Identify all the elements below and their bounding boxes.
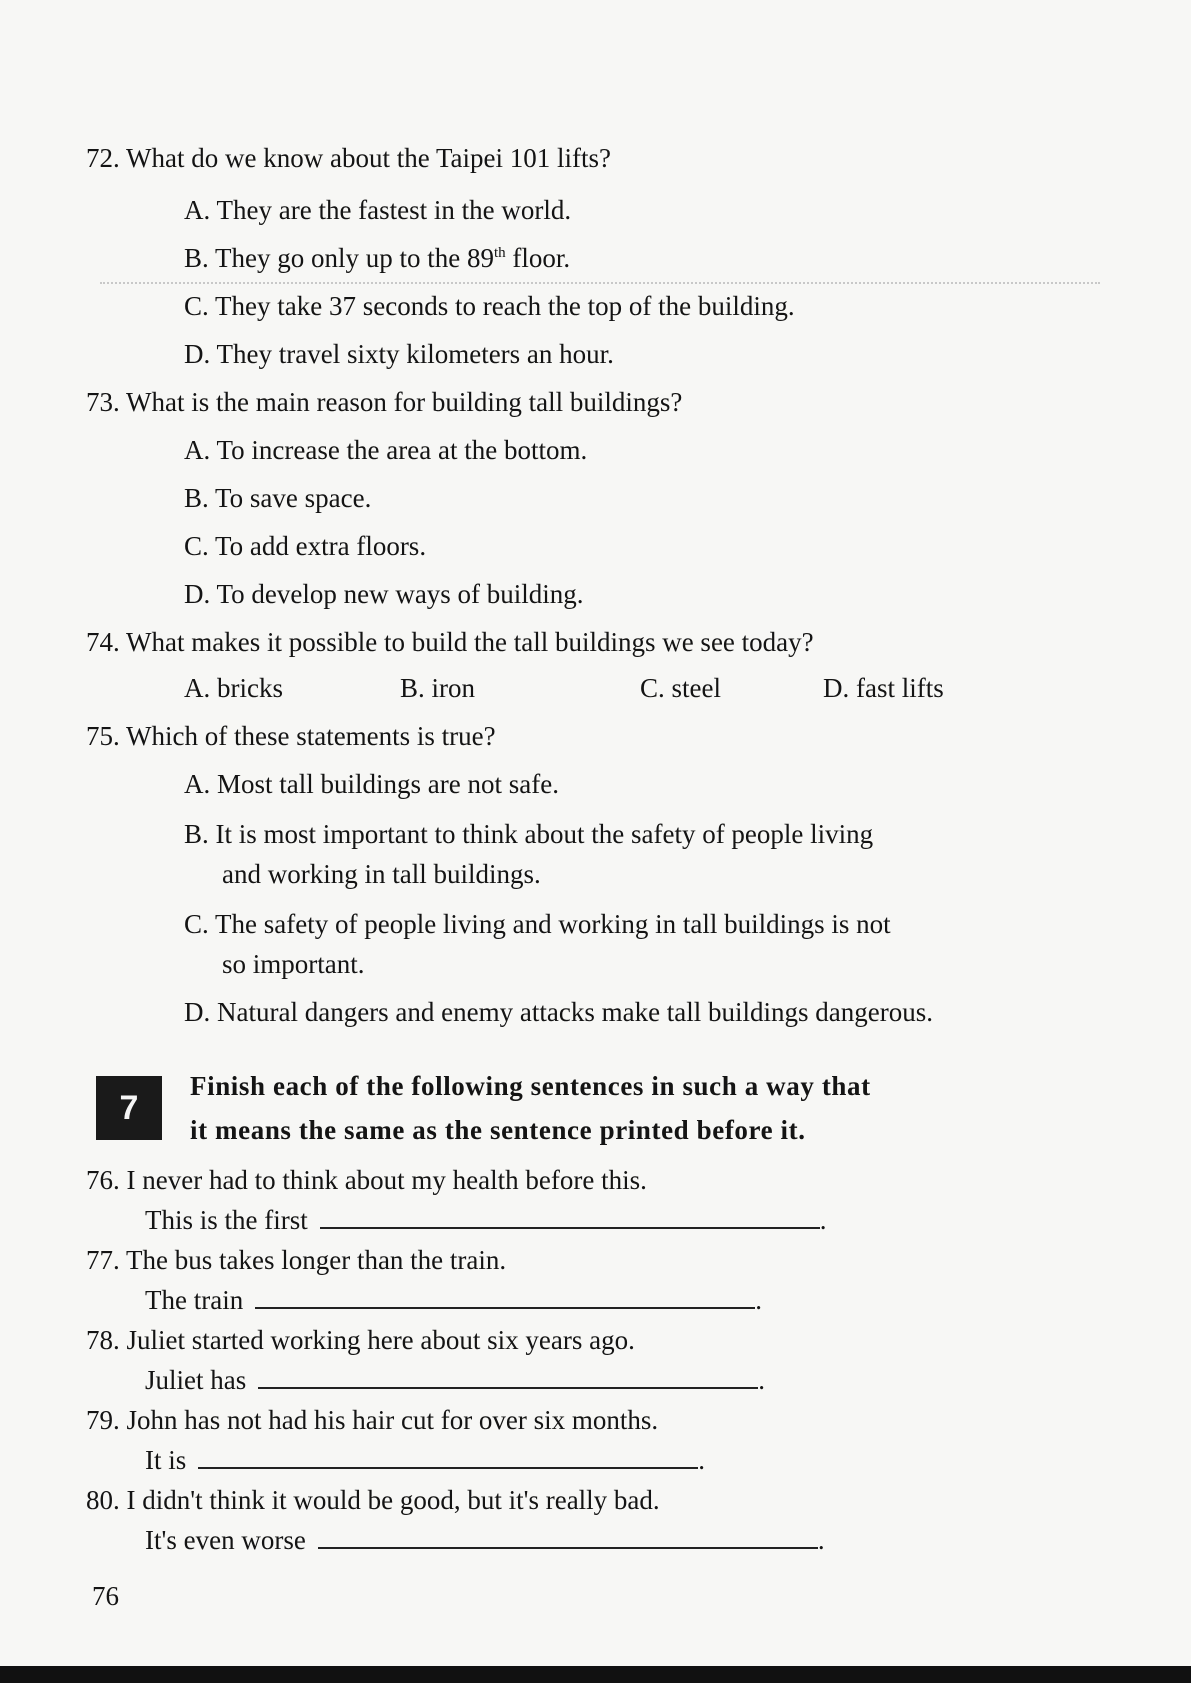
option-b-text-end: floor. [505,243,571,273]
question-75-option-b: B. It is most important to think about the safety of people living [184,819,874,849]
blank-period: . [817,1525,825,1555]
question-73-option-b: B. To save space. [184,483,372,513]
question-75-option-d: D. Natural dangers and enemy attacks make tall buildings dangerous. [184,997,934,1027]
dotted-divider [100,282,1100,284]
question-74-option-c: C. steel [640,673,721,703]
scan-edge [0,1666,1191,1683]
question-79-prompt [145,1444,705,1476]
prompt-text: Juliet has [145,1365,247,1395]
answer-blank-77[interactable] [255,1285,755,1309]
question-76-sentence: 76. I never had to think about my health before this. [86,1165,647,1195]
question-75-option-c-cont: so important. [222,949,365,979]
question-78-sentence: 78. Juliet started working here about six years ago. [86,1325,635,1355]
question-75-option-a: A. Most tall buildings are not safe. [184,769,559,799]
question-77-prompt [145,1284,762,1316]
blank-period: . [819,1205,827,1235]
question-80-sentence: 80. I didn't think it would be good, but it's really bad. [86,1485,660,1515]
question-75-option-b-cont: and working in tall buildings. [222,859,541,889]
question-72-option-c: C. They take 37 seconds to reach the top of the building. [184,291,795,321]
option-b-text: B. They go only up to the 89 [184,243,494,273]
answer-blank-79[interactable] [198,1445,698,1469]
answer-blank-76[interactable] [320,1205,820,1229]
question-73-option-c: C. To add extra floors. [184,531,427,561]
question-73-option-d: D. To develop new ways of building. [184,579,584,609]
section-instruction-line-2: it means the same as the sentence printed before it. [190,1115,806,1145]
question-72-option-b [184,242,570,274]
section-instruction-line-1: Finish each of the following sentences in such a way that [190,1071,871,1101]
page-number: 76 [92,1581,119,1611]
prompt-text: It's even worse [145,1525,306,1555]
question-74-option-a: A. bricks [184,673,283,703]
question-72-option-d: D. They travel sixty kilometers an hour. [184,339,614,369]
answer-blank-80[interactable] [318,1525,818,1549]
question-73-option-a: A. To increase the area at the bottom. [184,435,588,465]
section-number-badge: 7 [96,1076,162,1140]
prompt-text: It is [145,1445,187,1475]
question-78-prompt [145,1364,765,1396]
blank-period: . [755,1285,762,1315]
question-77-sentence: 77. The bus takes longer than the train. [86,1245,507,1275]
question-74-option-b: B. iron [400,673,476,703]
question-79-sentence: 79. John has not had his hair cut for over six months. [86,1405,659,1435]
question-75-option-c: C. The safety of people living and working in tall buildings is not [184,909,891,939]
ordinal-suffix: th [494,245,506,261]
question-75-stem: 75. Which of these statements is true? [86,721,496,751]
prompt-text: This is the first [145,1205,308,1235]
question-80-prompt [145,1524,825,1556]
prompt-text: The train [145,1285,244,1315]
question-76-prompt [145,1204,827,1236]
blank-period: . [698,1445,706,1475]
question-74-stem: 74. What makes it possible to build the tall buildings we see today? [86,627,814,657]
blank-period: . [758,1365,765,1395]
answer-blank-78[interactable] [258,1365,758,1389]
question-73-stem: 73. What is the main reason for building tall buildings? [86,387,683,417]
question-72-option-a: A. They are the fastest in the world. [184,195,572,225]
question-72-stem: 72. What do we know about the Taipei 101 lifts? [86,143,612,173]
question-74-option-d: D. fast lifts [823,673,944,703]
